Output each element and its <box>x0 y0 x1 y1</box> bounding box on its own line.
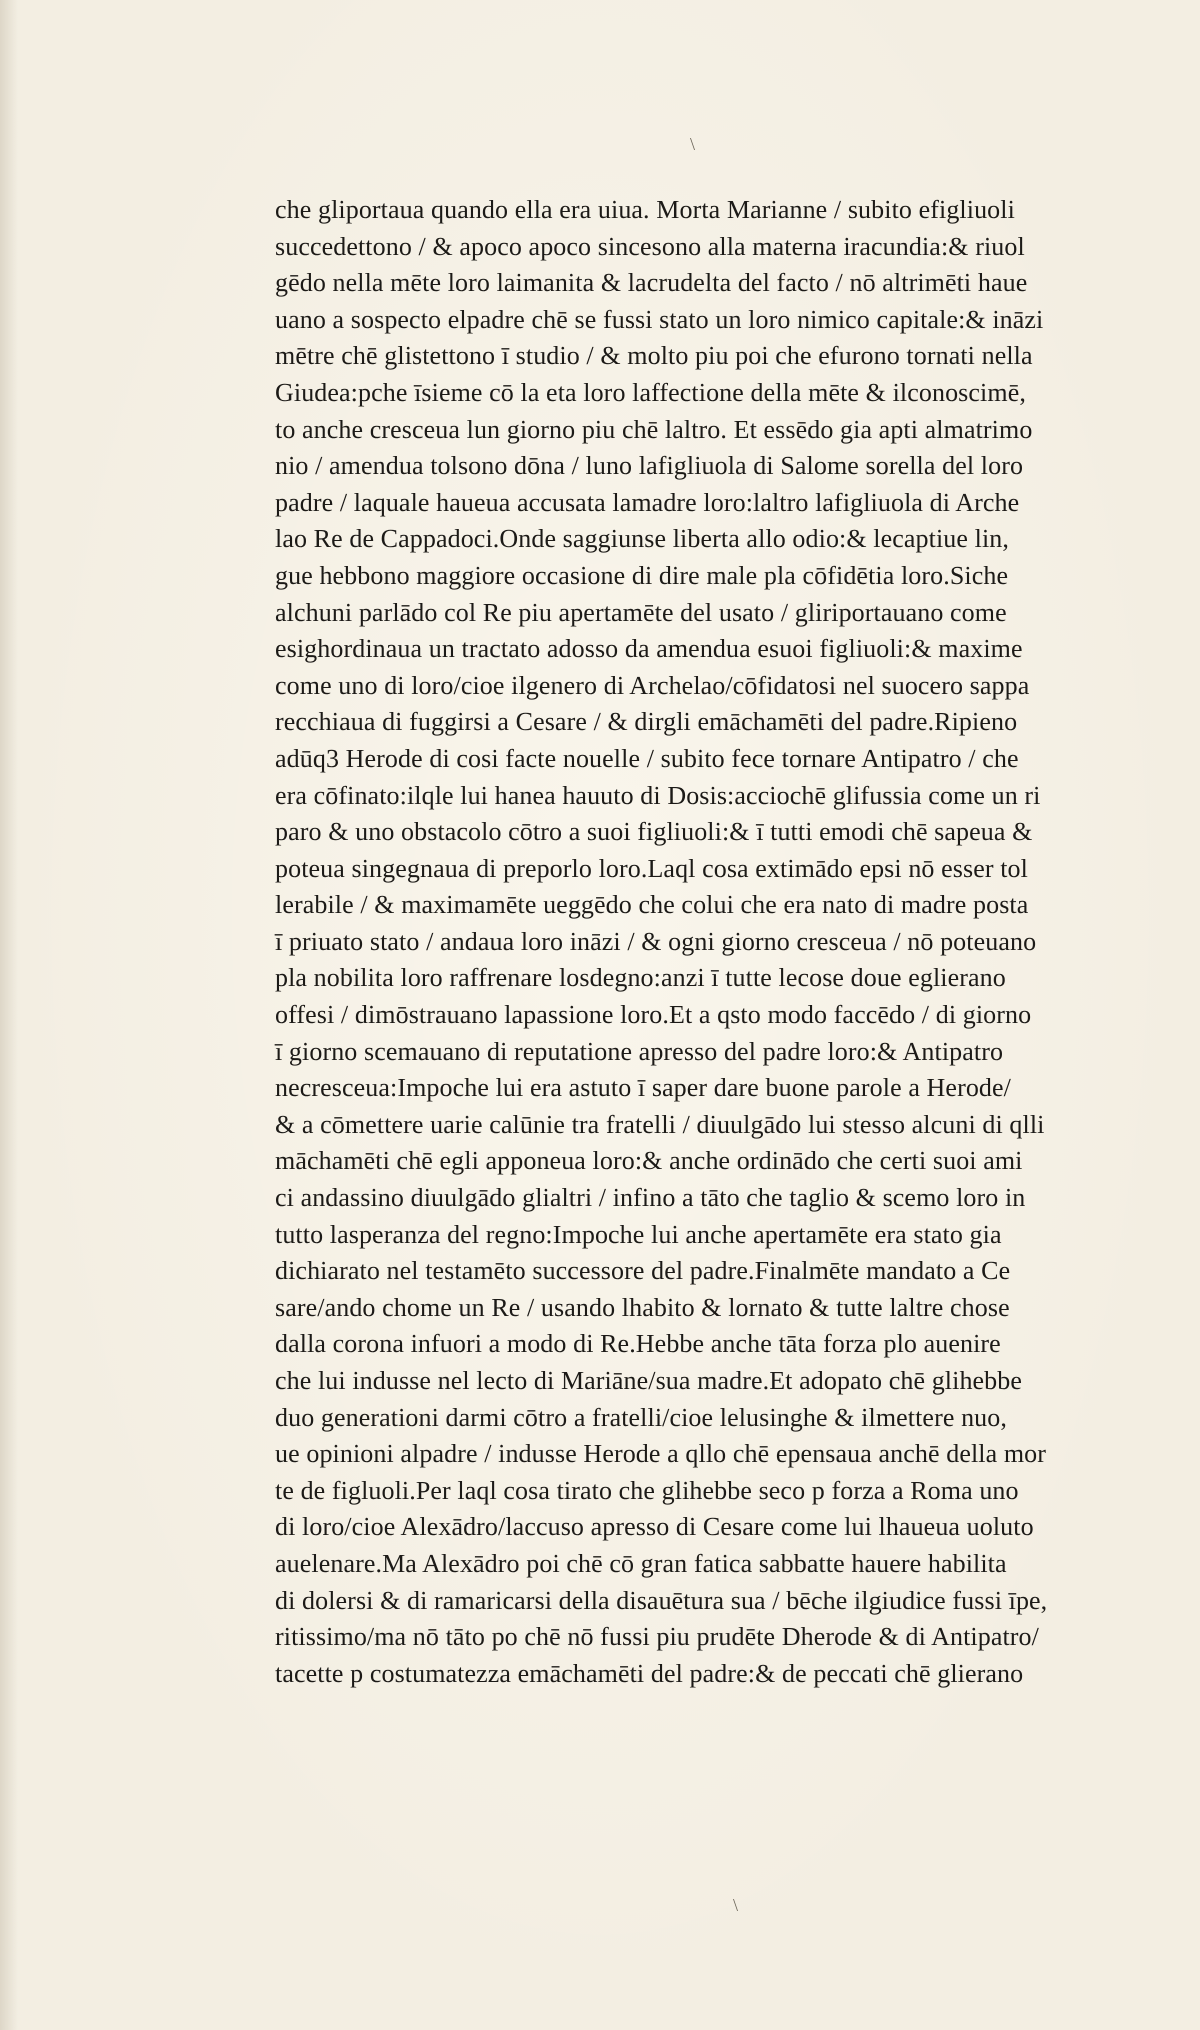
text-line: nio / amendua tolsono dōna / luno lafigliuola di Salome sorella del loro <box>275 451 1024 481</box>
text-line: paro & uno obstacolo cōtro a suoi figliuoli:& ī tutti emodi chē sapeua & <box>275 817 1033 847</box>
text-line: māchamēti chē egli apponeua loro:& anche ordinādo che certi suoi ami <box>275 1146 1023 1176</box>
text-line: recchiaua di fuggirsi a Cesare / & dirgli emāchamēti del padre.Ripieno <box>275 707 1018 737</box>
text-line: che lui indusse nel lecto di Mariāne/sua madre.Et adopato chē glihebbe <box>275 1366 1023 1395</box>
top-ink-mark: \ <box>690 134 696 154</box>
text-line: sare/ando chome un Re / usando lhabito & lornato & tutte laltre chose <box>275 1292 1010 1322</box>
text-line: ritissimo/ma nō tāto po chē nō fussi piu prudēte Dherode & di Antipatro/ <box>275 1622 1039 1652</box>
text-line: alchuni parlādo col Re piu apertamēte del usato / gliriportauano come <box>275 597 1007 627</box>
text-column <box>275 192 1170 1692</box>
text-line: Giudea:pche īsieme cō la eta loro laffectione della mēte & ilconoscimē, <box>275 377 1026 407</box>
text-line: tacette p costumatezza emāchamēti del padre:& de peccati chē glierano <box>275 1658 1024 1688</box>
text-line: pla nobilita loro raffrenare losdegno:anzi ī tutte lecose doue eglierano <box>275 963 1006 993</box>
page-gutter-shadow <box>0 0 18 2030</box>
text-line: adūq3 Herode di cosi facte nouelle / subito fece tornare Antipatro / che <box>275 743 1019 773</box>
text-line: esighordinaua un tractato adosso da amendua esuoi figliuoli:& maxime <box>275 634 1023 664</box>
text-line: di loro/cioe Alexādro/laccuso apresso di Cesare come lui lhaueua uoluto <box>275 1512 1034 1542</box>
text-line: te de figluoli.Per laql cosa tirato che glihebbe seco p forza a Roma uno <box>275 1475 1019 1505</box>
text-line: uano a sospecto elpadre chē se fussi stato un loro nimico capitale:& ināzi <box>275 304 1044 334</box>
text-line: lerabile / & maximamēte ueggēdo che colui che era nato di madre posta <box>275 890 1029 920</box>
text-line: dalla corona infuori a modo di Re.Hebbe anche tāta forza plo auenire <box>275 1329 1001 1359</box>
text-line: padre / laquale haueua accusata lamadre loro:laltro lafigliuola di Arche <box>275 487 1020 517</box>
text-line: duo generationi darmi cōtro a fratelli/cioe lelusinghe & ilmettere nuo, <box>275 1402 1007 1432</box>
text-line: ī priuato stato / andaua loro ināzi / & ogni giorno cresceua / nō poteuano <box>275 926 1037 956</box>
bottom-ink-mark: \ <box>733 1895 739 1915</box>
text-line: di dolersi & di ramaricarsi della disauētura sua / bēche ilgiudice fussi īpe, <box>275 1585 1048 1615</box>
text-line: era cōfinato:ilqle lui hanea hauuto di Dosis:acciochē glifussia come un ri <box>275 780 1041 810</box>
text-line: offesi / dimōstrauano lapassione loro.Et a qsto modo faccēdo / di giorno <box>275 1000 1032 1030</box>
text-line: gēdo nella mēte loro laimanita & lacrudelta del facto / nō altrimēti haue <box>275 268 1028 298</box>
text-line: lao Re de Cappadoci.Onde saggiunse liberta allo odio:& lecaptiue lin, <box>275 524 1009 554</box>
text-line: poteua singegnaua di preporlo loro.Laql cosa extimādo epsi nō esser tol <box>275 853 1028 883</box>
text-line: come uno di loro/cioe ilgenero di Archelao/cōfidatosi nel suocero sappa <box>275 670 1030 700</box>
text-line: ue opinioni alpadre / indusse Herode a qllo chē epensaua anchē della mor <box>275 1439 1047 1469</box>
text-line: auelenare.Ma Alexādro poi chē cō gran fatica sabbatte hauere habilita <box>275 1548 1007 1578</box>
text-line: ci andassino diuulgādo glialtri / infino a tāto che taglio & scemo loro in <box>275 1183 1026 1213</box>
text-line: dichiarato nel testamēto successore del padre.Finalmēte mandato a Ce <box>275 1256 1011 1286</box>
text-line: necresceua:Impoche lui era astuto ī saper dare buone parole a Herode/ <box>275 1073 1011 1103</box>
text-line: succedettono / & apoco apoco sincesono alla materna iracundia:& riuol <box>275 231 1025 261</box>
text-line: gue hebbono maggiore occasione di dire male pla cōfidētia loro.Siche <box>275 560 1009 590</box>
text-line: mētre chē glistettono ī studio / & molto piu poi che efurono tornati nella <box>275 341 1033 371</box>
text-line: to anche cresceua lun giorno piu chē laltro. Et essēdo gia apti almatrimo <box>275 414 1033 444</box>
text-line: che gliportaua quando ella era uiua. Morta Marianne / subito efigliuoli <box>275 195 1015 224</box>
text-line: tutto lasperanza del regno:Impoche lui anche apertamēte era stato gia <box>275 1219 1002 1249</box>
text-line: ī giorno scemauano di reputatione apresso del padre loro:& Antipatro <box>275 1036 1004 1066</box>
text-line: & a cōmettere uarie calūnie tra fratelli / diuulgādo lui stesso alcuni di qlli <box>275 1109 1045 1139</box>
